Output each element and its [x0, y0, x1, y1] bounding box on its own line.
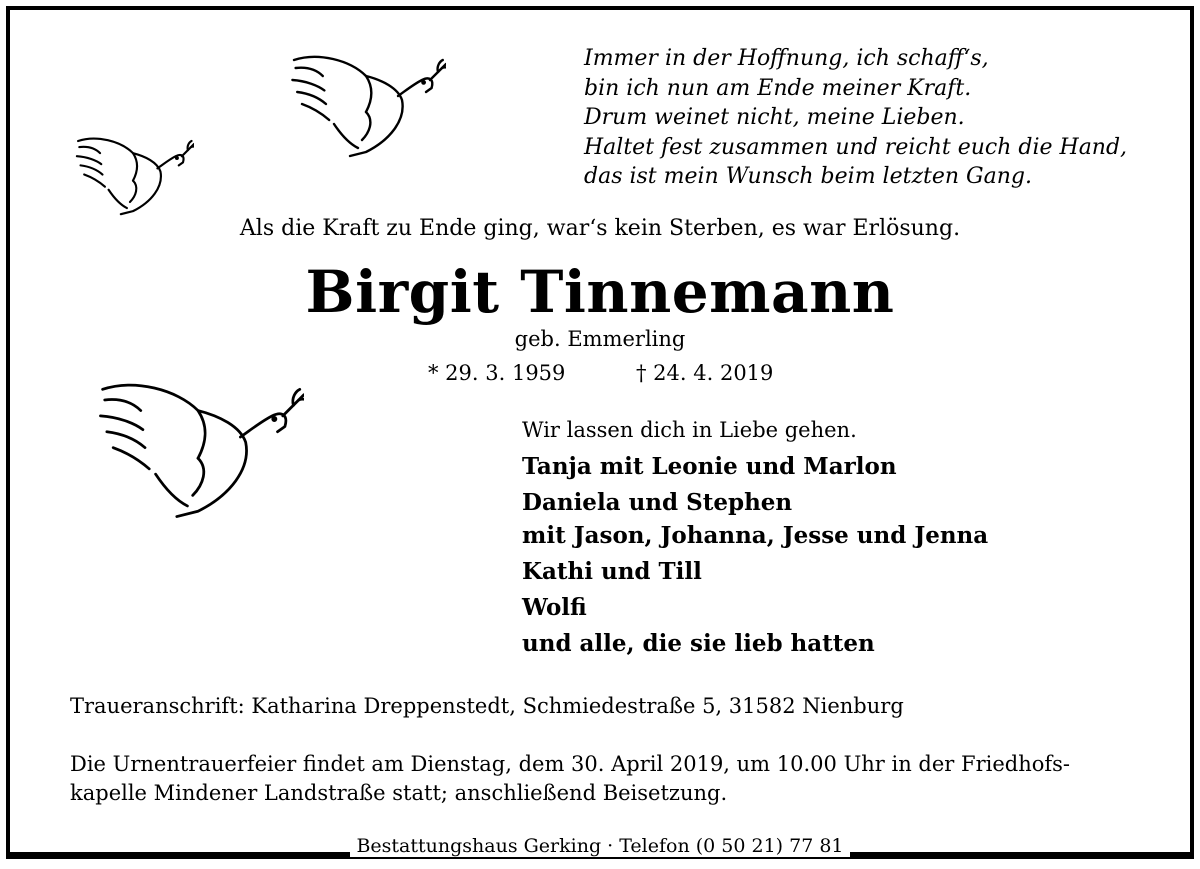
poem-line: Immer in der Hoffnung, ich schaff‘s, [584, 46, 989, 71]
poem-line: Haltet fest zusammen und reicht euch die Hand, [584, 134, 1128, 160]
maiden-name: geb. Emmerling [514, 327, 686, 351]
poem [584, 44, 1127, 192]
death-date: † 24. 4. 2019 [636, 361, 774, 385]
funeral-home-contact: Bestattungshaus Gerking · Telefon (0 50 21) 77 81 [350, 835, 849, 857]
family-line: und alle, die sie lieb hatten [522, 630, 875, 657]
poem-line: das ist mein Wunsch beim letzten Gang. [584, 164, 1032, 189]
deceased-name: Birgit Tinnemann [305, 258, 895, 326]
poem-line: Drum weinet nicht, meine Lieben. [584, 105, 965, 130]
family-line: mit Jason, Johanna, Jesse und Jenna [522, 522, 989, 549]
footer [0, 835, 1200, 857]
dove-icon [72, 128, 194, 218]
poem-line: bin ich nun am Ende meiner Kraft. [584, 75, 972, 101]
family-line: Wolfi [522, 594, 587, 621]
family-line: Kathi und Till [522, 558, 702, 585]
motto: Als die Kraft zu Ende ging, war‘s kein Sterben, es war Erlösung. [239, 216, 961, 241]
dove-icon [286, 44, 446, 160]
family-line: Daniela und Stephen [522, 489, 793, 516]
condolence-address: Traueranschrift: Katharina Dreppenstedt, Schmiedestraße 5, 31582 Nienburg [70, 694, 904, 718]
ceremony-info [70, 750, 1070, 808]
family-list [522, 418, 988, 660]
ceremony-line: Die Urnentrauerfeier findet am Dienstag, dem 30. April 2019, um 10.00 Uhr in der Friedhofs- [70, 752, 1071, 776]
family-line: Tanja mit Leonie und Marlon [522, 453, 897, 480]
birth-date: * 29. 3. 1959 [428, 361, 566, 385]
ceremony-line: kapelle Mindener Landstraße statt; anschließend Beisetzung. [70, 781, 728, 805]
family-intro: Wir lassen dich in Liebe gehen. [522, 418, 857, 442]
dove-icon [92, 368, 304, 522]
